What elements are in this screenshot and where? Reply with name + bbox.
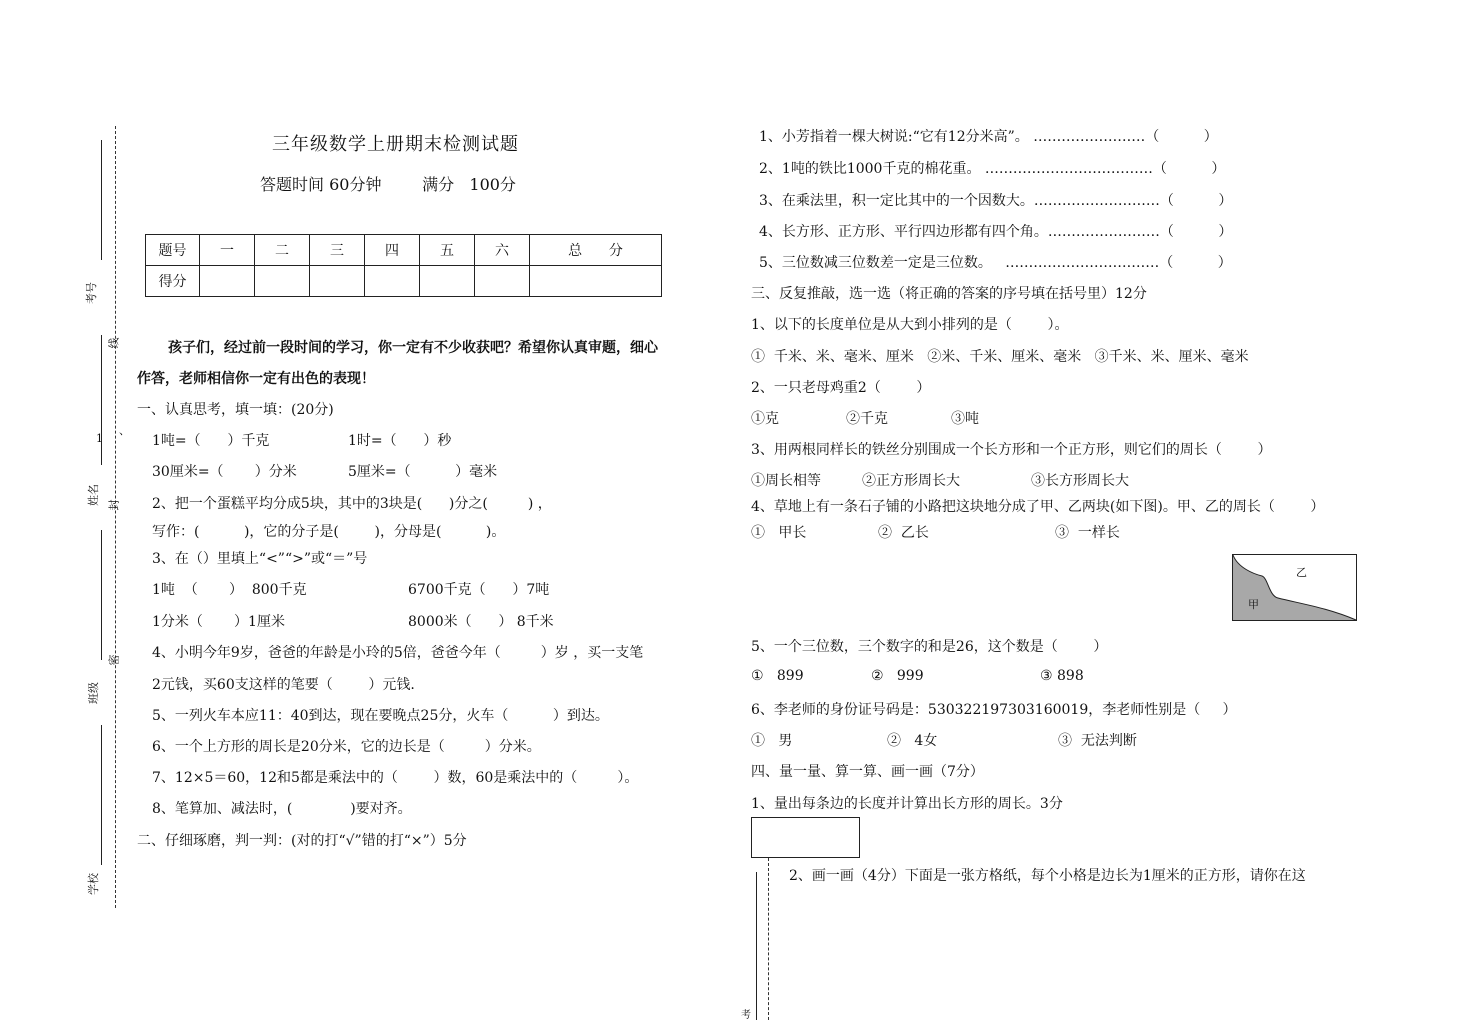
s1-q8: 8、笔算加、减法时，( )要对齐。 [152,801,412,817]
s3-q6-opt3: ③ 无法判断 [1058,733,1137,749]
score-cell[interactable] [255,266,310,297]
s1-q1a: 1吨=（ ）千克 [152,433,270,449]
score-header-cell: 题号 [146,235,200,266]
s3-q6-opt2: ② 4女 [887,733,938,749]
s3-q1: 1、以下的长度单位是从大到小排列的是（ ）。 [751,317,1069,333]
margin-label-exam-no: 考号 [85,282,98,304]
margin-label-class: 班级 [87,682,100,704]
field-label-yi: 乙 [1296,566,1307,579]
s1-q2b: 写作：( )，它的分子是( )，分母是( )。 [152,524,506,540]
s3-q6: 6、李老师的身份证号码是：530322197303160019，李老师性别是（ ） [751,702,1237,718]
s2-item-4: 4、长方形、正方形、平行四边形都有四个角。……………………（ ） [759,224,1233,240]
score-header-cell: 六 [475,235,530,266]
intro-line-1: 孩子们，经过前一段时间的学习，你一定有不少收获吧？希望你认真审题，细心 [168,340,658,356]
margin-underline-exam-no [101,140,102,260]
margin-underline-name [101,335,102,465]
score-table [145,234,662,297]
s3-q3-opt1: ①周长相等 [751,473,821,489]
s1-q3b: 6700千克（ ）7吨 [408,582,550,598]
margin-underline-school [101,725,102,865]
margin-dashed-line [115,126,116,908]
s3-q6-opt1: ① 男 [751,733,793,749]
score-cell[interactable] [475,266,530,297]
margin-stray-1: 1 [96,432,103,445]
right-margin-line-1 [756,872,757,1020]
s4-q1: 1、量出每条边的长度并计算出长方形的周长。3分 [751,796,1063,812]
score-cell[interactable] [420,266,475,297]
s2-item-5: 5、三位数减三位数差一定是三位数。 ……………………………（ ） [759,255,1232,271]
margin-stray-2: 、 [119,424,130,437]
s3-q5-opt3: ③ 898 [1040,668,1084,684]
score-row-label: 得分 [146,266,200,297]
s3-q1-options: ① 千米、米、毫米、厘米 ②米、千米、厘米、毫米 ③千米、米、厘米、毫米 [751,349,1249,365]
s1-q3c: 1分米（ ）1厘米 [152,614,285,630]
score-header-cell: 一 [200,235,255,266]
s3-q4-opt1: ① 甲长 [751,525,807,541]
s1-q3a: 1吨 （ ） 800千克 [152,582,307,598]
margin-underline-class [101,530,102,660]
score-cell[interactable] [365,266,420,297]
right-margin-dashed-line [768,858,769,1020]
margin-char-seal: 封 [107,499,121,511]
s2-item-3: 3、在乘法里，积一定比其中的一个因数大。………………………（ ） [759,193,1233,209]
s3-q5-opt2: ② 999 [871,668,924,684]
s1-q2a: 2、把一个蛋糕平均分成5块，其中的3块是( )分之( ) ， [152,496,552,512]
margin-label-name: 姓名 [87,484,100,506]
score-cell[interactable] [530,266,662,297]
s3-q4: 4、草地上有一条石子铺的小路把这块地分成了甲、乙两块(如下图)。甲、乙的周长（ ） [751,499,1325,515]
score-header-cell: 五 [420,235,475,266]
page-title: 三年级数学上册期末检测试题 [272,134,519,155]
margin-label-school: 学校 [87,873,100,895]
score-cell[interactable] [200,266,255,297]
measure-rectangle [751,817,860,858]
s2-item-2: 2、1吨的铁比1000千克的棉花重。 ………………………………（ ） [759,161,1226,177]
s1-q3d: 8000米（ ） 8千米 [408,614,554,630]
score-table-header-row [146,235,662,266]
s3-q3-opt3: ③长方形周长大 [1031,473,1129,489]
s3-q5-opt1: ① 899 [751,668,804,684]
s3-q5: 5、一个三位数，三个数字的和是26，这个数是（ ） [751,639,1108,655]
s1-q1d: 5厘米=（ ）毫米 [348,464,498,480]
score-header-cell: 三 [310,235,365,266]
s4-q2: 2、画一画（4分）下面是一张方格纸，每个小格是边长为1厘米的正方形，请你在这 [789,868,1306,884]
s3-q3-opt2: ②正方形周长大 [862,473,960,489]
score-header-cell: 四 [365,235,420,266]
score-header-cell: 总 分 [530,235,662,266]
s1-q6: 6、一个上方形的周长是20分米，它的边长是（ ）分米。 [152,739,541,755]
s1-q4b: 2元钱，买60支这样的笔要（ ）元钱. [152,677,415,693]
s1-q7: 7、12×5＝60，12和5都是乘法中的（ ）数，60是乘法中的（ ）。 [152,770,639,786]
s3-q3: 3、用两根同样长的铁丝分别围成一个长方形和一个正方形，则它们的周长（ ） [751,442,1272,458]
s1-q5: 5、一列火车本应11：40到达，现在要晚点25分，火车（ ）到达。 [152,708,609,724]
s3-q2: 2、一只老母鸡重2（ ） [751,380,931,396]
intro-line-2: 作答，老师相信你一定有出色的表现！ [137,371,375,387]
field-label-jia: 甲 [1248,598,1259,611]
s3-q2-opt1: ①克 [751,411,779,427]
s2-item-1: 1、小芳指着一棵大树说:“它有12分米高”。 ……………………（ ） [759,129,1218,145]
s1-q3: 3、在（）里填上“<”“>”或“＝”号 [152,551,368,567]
s3-q4-opt3: ③ 一样长 [1055,525,1120,541]
s1-q1c: 30厘米=（ ）分米 [152,464,297,480]
section2-title: 二、仔细琢磨，判一判：(对的打“√”错的打“×”）5分 [137,833,467,849]
s1-q1b: 1时=（ ）秒 [348,433,452,449]
s1-q4a: 4、小明今年9岁，爸爸的年龄是小玲的5倍，爸爸今年（ ）岁 ，买一支笔 [152,645,644,661]
section1-title: 一、认真思考，填一填：(20分) [137,402,334,418]
s3-q2-opt3: ③吨 [951,411,979,427]
page-subtitle: 答题时间 60分钟 满分 100分 [260,175,516,194]
s3-q4-opt2: ② 乙长 [878,525,929,541]
section3-title: 三、反复推敲，选一选（将正确的答案的序号填在括号里）12分 [751,286,1147,302]
field-figure [1232,554,1358,622]
section4-title: 四、量一量、算一算、画一画（7分） [751,764,984,780]
score-cell[interactable] [310,266,365,297]
s3-q2-opt2: ②千克 [846,411,888,427]
margin-char-line: 线 [107,337,121,349]
score-table-score-row [146,266,662,297]
right-margin-char: 考 [741,1010,751,1021]
score-header-cell: 二 [255,235,310,266]
margin-char-secret: 密 [107,654,121,666]
